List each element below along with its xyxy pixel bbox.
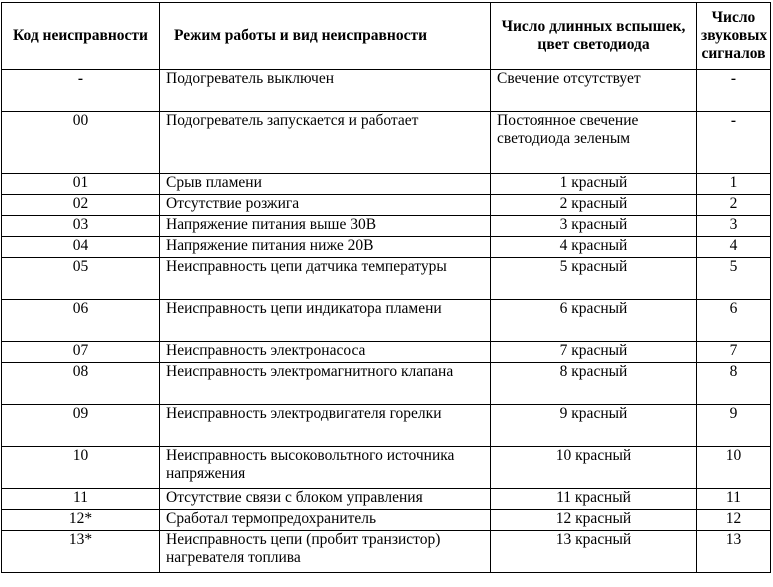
table-row [2,174,771,195]
cell-mode: Подогреватель запускается и работает [160,112,491,174]
cell-sound: 1 [697,174,771,195]
table-row [2,447,771,489]
fault-codes-table [1,2,771,573]
cell-mode: Напряжение питания ниже 20В [160,237,491,258]
cell-flash: 9 красный [491,405,697,447]
cell-code: 00 [2,112,160,174]
cell-code: 03 [2,216,160,237]
cell-flash: 12 красный [491,510,697,531]
cell-flash: 2 красный [491,195,697,216]
cell-code: 02 [2,195,160,216]
cell-mode: Неисправность электромагнитного клапана [160,363,491,405]
table-row [2,195,771,216]
cell-code: 04 [2,237,160,258]
table-row [2,237,771,258]
cell-mode: Неисправность электродвигателя горелки [160,405,491,447]
table-header-row [2,3,771,70]
cell-sound: - [697,70,771,112]
cell-mode: Подогреватель выключен [160,70,491,112]
header-mode: Режим работы и вид неисправности [160,3,491,70]
cell-code: 06 [2,300,160,342]
cell-code: 09 [2,405,160,447]
cell-mode: Напряжение питания выше 30В [160,216,491,237]
header-sound: Число звуковых сигналов [697,3,771,70]
cell-flash: Свечение отсутствует [491,70,697,112]
cell-mode: Отсутствие связи с блоком управления [160,489,491,510]
cell-sound: 13 [697,531,771,573]
cell-mode: Неисправность цепи датчика температуры [160,258,491,300]
cell-flash: 3 красный [491,216,697,237]
table-row [2,363,771,405]
cell-sound: 12 [697,510,771,531]
table-row [2,112,771,174]
table-row [2,405,771,447]
cell-mode: Сработал термопредохранитель [160,510,491,531]
cell-mode: Неисправность цепи (пробит транзистор) нагревателя топлива [160,531,491,573]
cell-code: 13* [2,531,160,573]
cell-sound: - [697,112,771,174]
table-row [2,216,771,237]
cell-sound: 8 [697,363,771,405]
cell-flash: Постоянное свечение светодиода зеленым [491,112,697,174]
cell-flash: 5 красный [491,258,697,300]
header-flash: Число длинных вспышек, цвет светодиода [491,3,697,70]
cell-code: - [2,70,160,112]
cell-mode: Неисправность цепи индикатора пламени [160,300,491,342]
cell-sound: 9 [697,405,771,447]
table-row [2,258,771,300]
table-row [2,342,771,363]
cell-mode: Неисправность электронасоса [160,342,491,363]
cell-code: 12* [2,510,160,531]
cell-flash: 11 красный [491,489,697,510]
table-row [2,70,771,112]
cell-sound: 4 [697,237,771,258]
cell-sound: 10 [697,447,771,489]
cell-flash: 7 красный [491,342,697,363]
table-row [2,300,771,342]
cell-sound: 2 [697,195,771,216]
cell-mode: Срыв пламени [160,174,491,195]
cell-flash: 8 красный [491,363,697,405]
table-row [2,510,771,531]
header-code: Код неисправности [2,3,160,70]
cell-flash: 1 красный [491,174,697,195]
cell-mode: Неисправность высоковольтного источника напряжения [160,447,491,489]
cell-sound: 6 [697,300,771,342]
cell-sound: 7 [697,342,771,363]
cell-code: 11 [2,489,160,510]
cell-flash: 13 красный [491,531,697,573]
cell-code: 08 [2,363,160,405]
cell-code: 01 [2,174,160,195]
cell-flash: 10 красный [491,447,697,489]
cell-code: 10 [2,447,160,489]
table-row [2,489,771,510]
cell-sound: 5 [697,258,771,300]
table-row [2,531,771,573]
cell-sound: 11 [697,489,771,510]
cell-code: 05 [2,258,160,300]
cell-mode: Отсутствие розжига [160,195,491,216]
cell-flash: 4 красный [491,237,697,258]
cell-sound: 3 [697,216,771,237]
cell-code: 07 [2,342,160,363]
cell-flash: 6 красный [491,300,697,342]
